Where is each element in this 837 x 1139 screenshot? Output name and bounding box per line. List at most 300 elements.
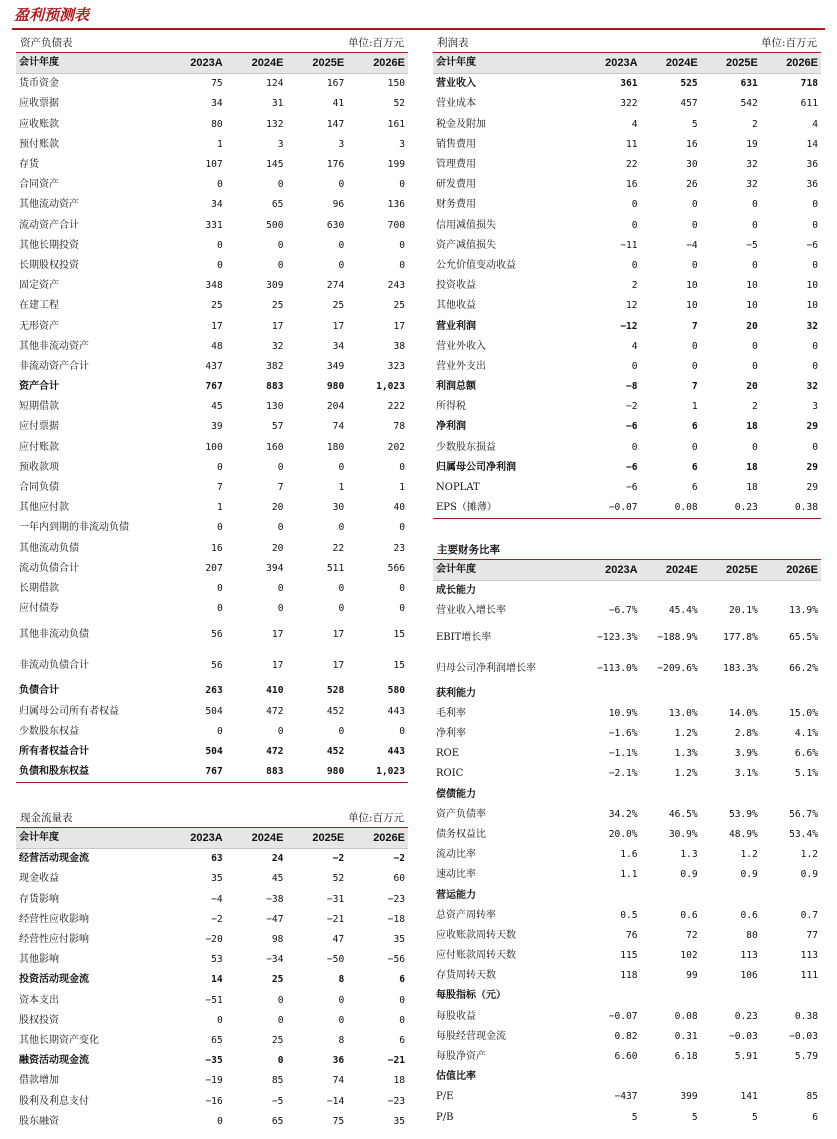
- cell-value: 0.08: [674, 502, 698, 514]
- cell-value: 0: [338, 259, 345, 271]
- cell-value: 113: [740, 950, 758, 962]
- cell-value: 443: [387, 705, 405, 717]
- row-label: 资产负债率: [436, 808, 486, 820]
- header-year: 2026E: [761, 53, 821, 74]
- cell-value: 472: [266, 745, 284, 757]
- cell-value: 7: [691, 320, 698, 332]
- cell-value: 14: [806, 138, 818, 150]
- cell-value: 0: [631, 259, 638, 271]
- cell-value: 243: [387, 280, 405, 292]
- cell-value: 528: [326, 685, 345, 697]
- table-row: [16, 276, 408, 296]
- cell-value: 0: [631, 360, 638, 372]
- cell-value: 5.91: [734, 1051, 758, 1063]
- cell-value: −38: [266, 893, 284, 905]
- table-row: [433, 458, 821, 478]
- cell-value: 19: [746, 138, 758, 150]
- cell-value: 36: [332, 1055, 345, 1067]
- cell-value: 504: [205, 705, 223, 717]
- cell-value: 207: [205, 562, 223, 574]
- row-label: 营业外支出: [436, 360, 486, 372]
- cell-value: 75: [211, 78, 223, 90]
- cell-value: 8: [338, 1034, 345, 1046]
- cell-value: 36: [806, 159, 818, 171]
- table-row: [433, 825, 821, 845]
- cell-value: 53.9%: [728, 808, 758, 820]
- cell-value: 17: [271, 660, 284, 672]
- cell-value: [641, 1067, 701, 1087]
- cell-value: −4: [211, 893, 223, 905]
- cell-value: 57: [271, 421, 284, 433]
- cell-value: 32: [806, 381, 818, 393]
- cell-value: 263: [205, 685, 223, 697]
- row-label: 所有者权益合计: [19, 745, 89, 757]
- table-row: [16, 539, 408, 559]
- report-title: 盈利预测表: [12, 4, 825, 30]
- cell-value: 1.6: [620, 849, 638, 861]
- row-label: 长期股权投资: [19, 259, 79, 271]
- row-label: 投资收益: [436, 280, 476, 292]
- row-label: 应收票据: [19, 98, 59, 110]
- cell-value: −188.9%: [657, 631, 698, 643]
- header-year: 2024E: [641, 53, 701, 74]
- cell-value: 14: [211, 974, 223, 986]
- cell-value: 16: [626, 179, 638, 191]
- cell-value: 0: [399, 239, 405, 251]
- header-year: 2024E: [226, 53, 287, 74]
- row-label: 每股经营现金流: [436, 1030, 506, 1042]
- cell-value: 6: [399, 1034, 405, 1046]
- table-row: [433, 155, 821, 175]
- cell-value: 3.9%: [734, 748, 758, 760]
- table-row: [16, 1091, 408, 1111]
- cell-value: −34: [266, 954, 284, 966]
- cell-value: 136: [387, 199, 405, 211]
- ratios-table: [433, 560, 821, 1128]
- table-row: [433, 498, 821, 518]
- row-label: 公允价值变动收益: [436, 259, 516, 271]
- table-row: [433, 986, 821, 1006]
- cell-value: 10: [806, 300, 818, 312]
- cell-value: 98: [271, 934, 284, 946]
- cell-value: 12: [626, 300, 638, 312]
- cell-value: 45.4%: [668, 605, 698, 617]
- table-row: [16, 236, 408, 256]
- cell-value: 34: [332, 340, 345, 352]
- row-label: 研发费用: [436, 179, 476, 191]
- table-row: [433, 438, 821, 458]
- row-label: 利润总额: [436, 381, 476, 393]
- cashflow-panel: [16, 809, 408, 1132]
- cell-value: 0: [812, 360, 818, 372]
- cell-value: 32: [746, 159, 758, 171]
- cell-value: 3: [812, 401, 818, 413]
- header-year: 2025E: [701, 53, 761, 74]
- cell-value: 0: [691, 360, 698, 372]
- row-label: 管理费用: [436, 159, 476, 171]
- row-label: 借款增加: [19, 1075, 59, 1087]
- cell-value: 32: [806, 320, 818, 332]
- cell-value: 66.2%: [789, 662, 818, 674]
- table-row: [433, 296, 821, 316]
- row-label: 非流动资产合计: [19, 360, 89, 372]
- cell-value: −209.6%: [657, 662, 698, 674]
- cell-value: 0: [812, 219, 818, 231]
- row-label: 净利润: [436, 421, 466, 433]
- cell-value: −6: [806, 239, 818, 251]
- cell-value: 0: [277, 603, 284, 615]
- cell-value: 2.8%: [734, 728, 758, 740]
- table-row: [16, 417, 408, 437]
- table-row: [433, 115, 821, 135]
- cell-value: 11: [626, 138, 638, 150]
- income-statement-name: 利润表: [437, 37, 469, 49]
- cell-value: 74: [332, 1075, 345, 1087]
- cell-value: 102: [680, 950, 698, 962]
- row-label: 合同资产: [19, 179, 59, 191]
- cell-value: 3.1%: [734, 768, 758, 780]
- row-label: 信用减值损失: [436, 219, 496, 231]
- table-row: [433, 74, 821, 95]
- cell-value: 15: [393, 629, 405, 641]
- table-row: [16, 478, 408, 498]
- row-label: 预收款项: [19, 461, 59, 473]
- table-row: [16, 175, 408, 195]
- cell-value: 6.18: [674, 1051, 698, 1063]
- table-row: [433, 135, 821, 155]
- cell-value: [761, 785, 821, 805]
- cell-value: −2.1%: [608, 768, 638, 780]
- header-label: 会计年度: [16, 53, 165, 74]
- table-row: [16, 377, 408, 397]
- row-label: P/E: [436, 1091, 454, 1103]
- cell-value: 5: [631, 1111, 638, 1123]
- cell-value: 767: [205, 766, 223, 778]
- cell-value: [701, 581, 761, 602]
- table-row: [16, 256, 408, 276]
- cell-value: 17: [332, 320, 345, 332]
- cell-value: −4: [686, 239, 698, 251]
- cell-value: [580, 785, 640, 805]
- cell-value: 883: [266, 381, 284, 393]
- cell-value: 457: [680, 98, 698, 110]
- row-label: 债务权益比: [436, 828, 486, 840]
- cell-value: 0: [277, 994, 284, 1006]
- cell-value: 48.9%: [728, 828, 758, 840]
- row-label: P/B: [436, 1111, 454, 1123]
- table-row: [433, 175, 821, 195]
- row-label: 归属母公司净利润: [436, 461, 516, 473]
- row-label: 其他流动负债: [19, 542, 79, 554]
- cell-value: [580, 986, 640, 1006]
- cell-value: 39: [211, 421, 223, 433]
- cell-value: 10: [746, 280, 758, 292]
- row-label: 一年内到期的非流动负债: [19, 522, 129, 534]
- table-row: [16, 518, 408, 538]
- table-row: [16, 1112, 408, 1132]
- table-row: [16, 681, 408, 701]
- table-row: [16, 701, 408, 721]
- table-row: [433, 1007, 821, 1027]
- cell-value: −113.0%: [597, 662, 638, 674]
- cell-value: 34: [211, 98, 223, 110]
- cell-value: 1.2%: [674, 768, 698, 780]
- balance-sheet-table: [16, 53, 408, 782]
- table-row: [433, 1047, 821, 1067]
- cell-value: 1,023: [376, 766, 405, 778]
- cell-value: [580, 885, 640, 905]
- cell-value: −8: [626, 381, 638, 393]
- cell-value: −47: [266, 913, 284, 925]
- cell-value: 3: [338, 138, 345, 150]
- table-header-row: [433, 560, 821, 581]
- cell-value: 1,023: [376, 381, 405, 393]
- table-row: [16, 950, 408, 970]
- cell-value: 16: [686, 138, 698, 150]
- row-label: 现金收益: [19, 873, 59, 885]
- income-statement-panel: [433, 34, 821, 519]
- row-label: 净利率: [436, 728, 466, 740]
- row-label: 负债和股东权益: [19, 766, 89, 778]
- cell-value: 47: [332, 934, 345, 946]
- row-label: 归属母公司所有者权益: [19, 705, 119, 717]
- cell-value: −5: [746, 239, 758, 251]
- table-row: [433, 1067, 821, 1087]
- cell-value: 56: [211, 660, 223, 672]
- table-row: [16, 890, 408, 910]
- cell-value: 511: [326, 562, 345, 574]
- table-row: [16, 94, 408, 114]
- cell-value: 202: [387, 441, 405, 453]
- cell-value: −2: [211, 913, 223, 925]
- cell-value: −2: [393, 853, 405, 865]
- cell-value: 0: [277, 461, 284, 473]
- row-label: 投资活动现金流: [19, 974, 89, 986]
- table-row: [16, 762, 408, 782]
- cell-value: 65.5%: [789, 631, 818, 643]
- cell-value: 53: [211, 954, 223, 966]
- cell-value: 0: [338, 582, 345, 594]
- cell-value: 6: [399, 974, 405, 986]
- table-row: [16, 397, 408, 417]
- table-row: [16, 869, 408, 889]
- cell-value: [641, 986, 701, 1006]
- row-label: ROE: [436, 748, 460, 760]
- table-row: [433, 906, 821, 926]
- cell-value: 0: [277, 179, 284, 191]
- cell-value: 6: [812, 1111, 818, 1123]
- cell-value: −56: [387, 954, 405, 966]
- cell-value: [701, 785, 761, 805]
- cell-value: 6.6%: [794, 748, 818, 760]
- cell-value: 22: [626, 159, 638, 171]
- table-row: [433, 845, 821, 865]
- cell-value: −2: [626, 401, 638, 413]
- cell-value: 5: [691, 1111, 698, 1123]
- cell-value: −14: [326, 1095, 345, 1107]
- cell-value: 20: [271, 502, 284, 514]
- cell-value: −51: [205, 994, 223, 1006]
- table-row: [433, 417, 821, 437]
- cell-value: 0: [338, 522, 345, 534]
- cashflow-header: [16, 809, 408, 828]
- cell-value: 167: [326, 78, 345, 90]
- cell-value: 32: [271, 340, 284, 352]
- cell-value: 77: [806, 929, 818, 941]
- cell-value: −20: [205, 934, 223, 946]
- table-row: [16, 1051, 408, 1071]
- cell-value: 118: [620, 970, 638, 982]
- row-label: 毛利率: [436, 707, 466, 719]
- cell-value: 525: [680, 78, 698, 90]
- cell-value: 8: [338, 974, 345, 986]
- cell-value: 0: [691, 219, 698, 231]
- cell-value: 0: [631, 441, 638, 453]
- cashflow-unit: 单位:百万元: [347, 812, 404, 824]
- cell-value: 53.4%: [789, 828, 818, 840]
- cell-value: −1.6%: [608, 728, 638, 740]
- table-row: [433, 724, 821, 744]
- cell-value: 0: [812, 259, 818, 271]
- cell-value: 25: [211, 300, 223, 312]
- cell-value: −11: [620, 239, 638, 251]
- cell-value: 99: [686, 970, 698, 982]
- cell-value: [580, 581, 640, 602]
- balance-sheet-unit: 单位:百万元: [347, 37, 404, 49]
- cell-value: 0: [277, 1055, 284, 1067]
- cell-value: 0: [812, 441, 818, 453]
- cell-value: 0: [399, 603, 405, 615]
- table-row: [16, 498, 408, 518]
- cell-value: 566: [387, 562, 405, 574]
- header-year: 2025E: [701, 560, 761, 581]
- row-label: 应收账款: [19, 118, 59, 130]
- cell-value: 78: [393, 421, 405, 433]
- row-label: 少数股东损益: [436, 441, 496, 453]
- cell-value: 56: [211, 629, 223, 641]
- cell-value: 0: [338, 1014, 345, 1026]
- table-row: [433, 216, 821, 236]
- cell-value: 0: [338, 994, 345, 1006]
- cell-value: 0.9: [740, 869, 758, 881]
- cell-value: 0.38: [794, 1010, 818, 1022]
- cell-value: 0: [277, 239, 284, 251]
- cell-value: 52: [332, 873, 345, 885]
- cell-value: 41: [332, 98, 345, 110]
- cell-value: 147: [326, 118, 345, 130]
- cell-value: 0: [399, 1014, 405, 1026]
- cell-value: 65: [271, 199, 284, 211]
- cell-value: −0.03: [789, 1030, 818, 1042]
- row-label: 存货: [19, 159, 39, 171]
- cell-value: [580, 1067, 640, 1087]
- cell-value: 0.6: [740, 909, 758, 921]
- cell-value: 410: [266, 685, 284, 697]
- row-label: 应收账款周转天数: [436, 929, 516, 941]
- cell-value: 0: [691, 441, 698, 453]
- cell-value: [701, 684, 761, 704]
- row-label: 股利及利息支付: [19, 1095, 89, 1107]
- cell-value: 1.3: [680, 849, 698, 861]
- cell-value: 17: [271, 629, 284, 641]
- cell-value: 25: [271, 300, 284, 312]
- table-row: [433, 236, 821, 256]
- row-label: 营业利润: [436, 320, 476, 332]
- balance-sheet-name: 资产负债表: [20, 37, 73, 49]
- cell-value: 132: [266, 118, 284, 130]
- header-year: 2025E: [286, 828, 347, 849]
- table-row: [433, 622, 821, 653]
- cell-value: 18: [746, 461, 758, 473]
- table-row: [16, 438, 408, 458]
- cell-value: 4.1%: [794, 728, 818, 740]
- row-label: EPS（摊薄）: [436, 502, 497, 514]
- cell-value: 630: [326, 219, 345, 231]
- cell-value: 0: [399, 582, 405, 594]
- cell-value: 0: [277, 259, 284, 271]
- cell-value: 542: [740, 98, 758, 110]
- cell-value: 0: [691, 199, 698, 211]
- row-label: 预付账款: [19, 138, 59, 150]
- table-row: [16, 337, 408, 357]
- cell-value: −0.03: [728, 1030, 758, 1042]
- cell-value: 29: [806, 421, 818, 433]
- cell-value: 45: [211, 401, 223, 413]
- cell-value: 32: [746, 179, 758, 191]
- cell-value: 204: [326, 401, 345, 413]
- cell-value: 18: [393, 1075, 405, 1087]
- cell-value: 48: [211, 340, 223, 352]
- cell-value: 611: [800, 98, 818, 110]
- cell-value: 0: [216, 239, 223, 251]
- cell-value: 0: [399, 461, 405, 473]
- cell-value: [580, 684, 640, 704]
- cell-value: 130: [266, 401, 284, 413]
- cell-value: 6: [691, 482, 698, 494]
- cell-value: −6.7%: [608, 605, 638, 617]
- cell-value: 18: [746, 482, 758, 494]
- header-year: 2023A: [165, 53, 226, 74]
- cell-value: −21: [387, 1055, 405, 1067]
- cell-value: −50: [326, 954, 345, 966]
- cell-value: 0.82: [614, 1030, 638, 1042]
- row-label: 资产减值损失: [436, 239, 496, 251]
- income-statement-table: [433, 53, 821, 518]
- cell-value: 0.6: [680, 909, 698, 921]
- row-label: 每股收益: [436, 1010, 476, 1022]
- cell-value: −35: [205, 1055, 223, 1067]
- cell-value: 472: [266, 705, 284, 717]
- cell-value: 348: [205, 280, 223, 292]
- cell-value: 34: [211, 199, 223, 211]
- header-year: 2023A: [165, 828, 226, 849]
- table-row: [433, 926, 821, 946]
- row-label: 长期借款: [19, 582, 59, 594]
- row-label: 应付账款周转天数: [436, 950, 516, 962]
- row-label: 股权投资: [19, 1014, 59, 1026]
- row-label: 股东融资: [19, 1115, 59, 1127]
- cell-value: 0: [752, 340, 758, 352]
- cell-value: 7: [216, 482, 223, 494]
- cell-value: −16: [205, 1095, 223, 1107]
- row-label: 每股净资产: [436, 1051, 486, 1063]
- row-label: 营运能力: [436, 889, 476, 901]
- cell-value: 5.79: [794, 1051, 818, 1063]
- table-row: [16, 135, 408, 155]
- cell-value: 0: [752, 360, 758, 372]
- cell-value: 56.7%: [789, 808, 818, 820]
- cell-value: 60: [393, 873, 405, 885]
